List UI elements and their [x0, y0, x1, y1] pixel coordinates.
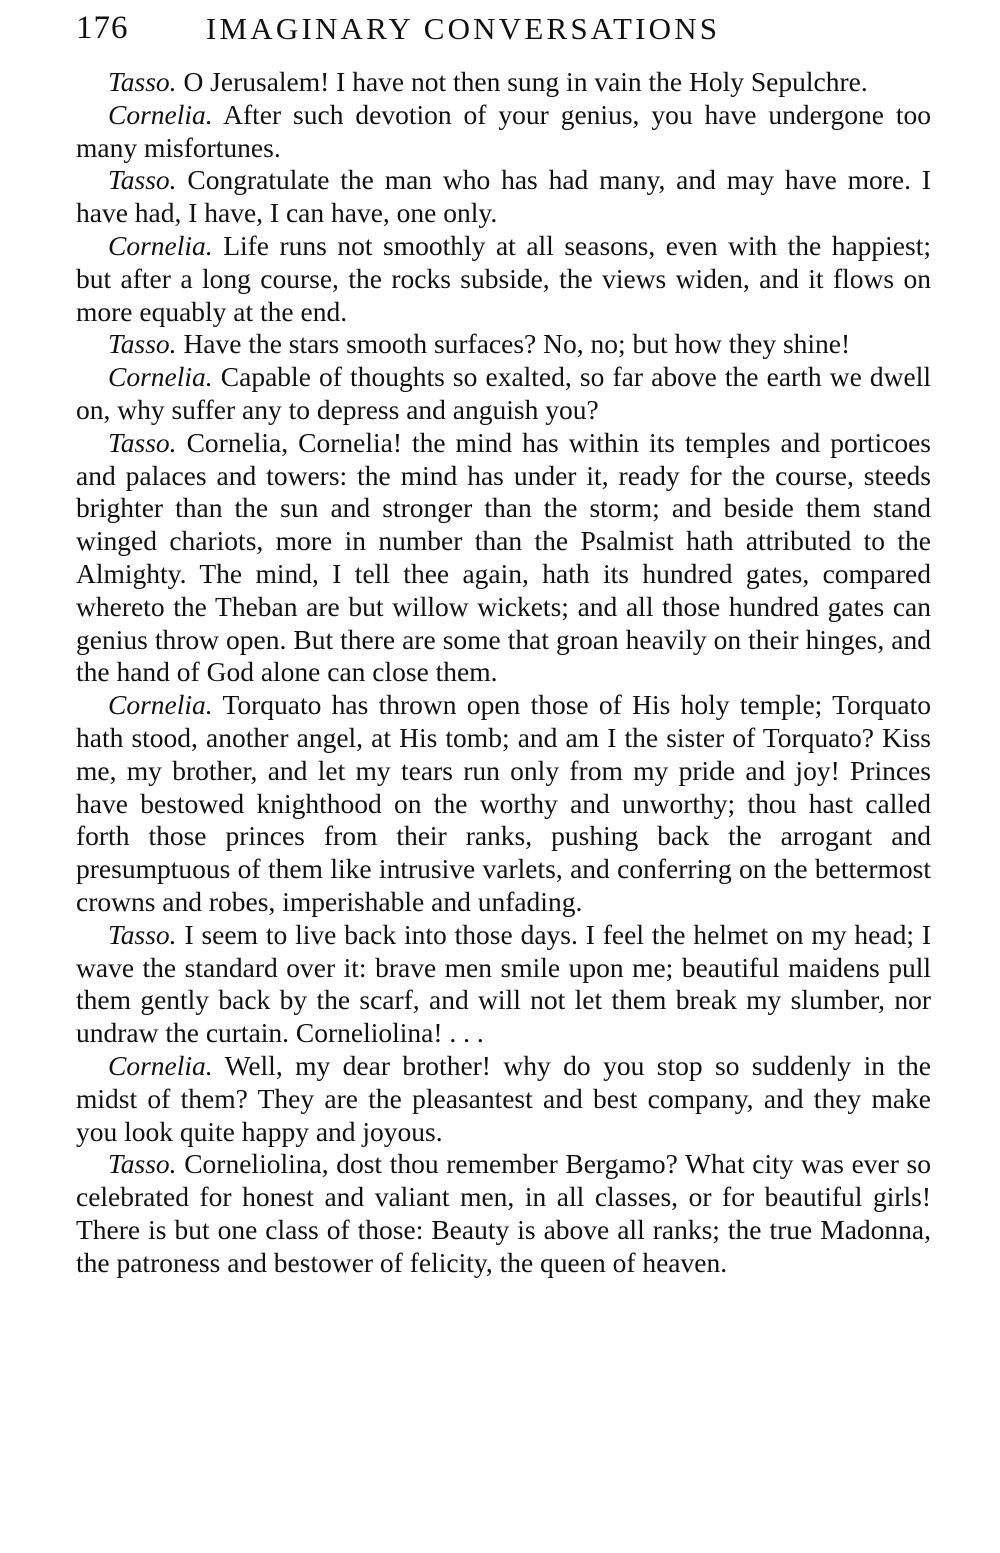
book-title: IMAGINARY CONVERSATIONS	[206, 11, 721, 46]
dialogue-paragraph	[76, 230, 931, 328]
dialogue-paragraph	[76, 99, 931, 165]
dialogue-paragraph	[76, 427, 931, 689]
speaker-name: Tasso.	[108, 426, 177, 458]
dialogue-paragraph	[76, 689, 931, 919]
speaker-name: Tasso.	[108, 164, 177, 196]
speaker-name: Cornelia.	[108, 361, 213, 393]
dialogue-paragraph	[76, 1050, 931, 1148]
speech-text: After such devotion of your genius, you have undergone too many misfortunes.	[76, 98, 932, 163]
dialogue-paragraph	[76, 164, 931, 230]
speech-text: Capable of thoughts so exalted, so far above the earth we dwell on, why suffer any to depress and anguish you?	[76, 361, 932, 425]
speech-text: Corneliolina, dost thou remember Bergamo? What city was ever so celebrated for honest and valiant men, in all classes, or for beautiful girls! There is but one class of those: Beauty is above all ranks; the true Madonna, the patroness and bestower of felicity, the queen of heaven.	[76, 1148, 931, 1278]
speaker-name: Cornelia.	[108, 1049, 213, 1081]
speech-text: Well, my dear brother! why do you stop so suddenly in the midst of them? They are the pleasantest and best company, and they make you look quite happy and joyous.	[76, 1049, 931, 1147]
speech-text: Have the stars smooth surfaces? No, no; but how they shine!	[183, 328, 851, 360]
dialogue-paragraph	[76, 361, 931, 427]
dialogue-paragraph	[76, 1148, 931, 1279]
speaker-name: Tasso.	[108, 918, 177, 950]
speaker-name: Tasso.	[108, 1148, 177, 1180]
speaker-name: Tasso.	[108, 328, 177, 360]
speaker-name: Tasso.	[108, 66, 177, 97]
dialogue-text	[76, 66, 931, 1279]
page-number: 176	[76, 10, 129, 46]
speech-text: Congratulate the man who has had many, and may have more. I have had, I have, I can have, one only.	[76, 164, 932, 229]
speech-text: Life runs not smoothly at all seasons, even with the happiest; but after a long course, the rocks subside, the views widen, and it flows on more equably at the end.	[76, 229, 931, 327]
speaker-name: Cornelia.	[108, 229, 213, 261]
speaker-name: Cornelia.	[108, 689, 213, 721]
dialogue-paragraph	[76, 328, 931, 361]
speech-text: O Jerusalem! I have not then sung in vain the Holy Sepulchre.	[183, 66, 868, 97]
speech-text: Torquato has thrown open those of His holy temple; Torquato hath stood, another angel, at His tomb; and am I the sister of Torquato? Kiss me, my brother, and let my tears run only from my pride and joy! Princes have bestowed knighthood on the worthy and unworthy; thou hast called forth those princes from their ranks, pushing back the arrogant and presumptuous of them like intrusive varlets, and conferring on the bettermost crowns and robes, imperishable and unfading.	[76, 689, 931, 917]
dialogue-paragraph	[76, 919, 931, 1050]
speech-text: Cornelia, Cornelia! the mind has within its temples and porticoes and palaces and towers: the mind has under it, ready for the course, steeds brighter than the sun and stronger than the storm; and beside them stand winged chariots, more in number than the Psalmist hath attributed to the Almighty. The mind, I tell thee again, hath its hundred gates, compared whereto the Theban are but willow wickets; and all those hundred gates can genius throw open. But there are some that groan heavily on their hinges, and the hand of God alone can close them.	[76, 426, 932, 688]
dialogue-paragraph	[76, 66, 931, 99]
speech-text: I seem to live back into those days. I feel the helmet on my head; I wave the standard over it: brave men smile upon me; beautiful maidens pull them gently back by the scarf, and will not let them break my slumber, nor undraw the curtain. Corneliolina! . . .	[76, 918, 931, 1049]
running-head	[76, 10, 936, 56]
speaker-name: Cornelia.	[108, 98, 213, 130]
